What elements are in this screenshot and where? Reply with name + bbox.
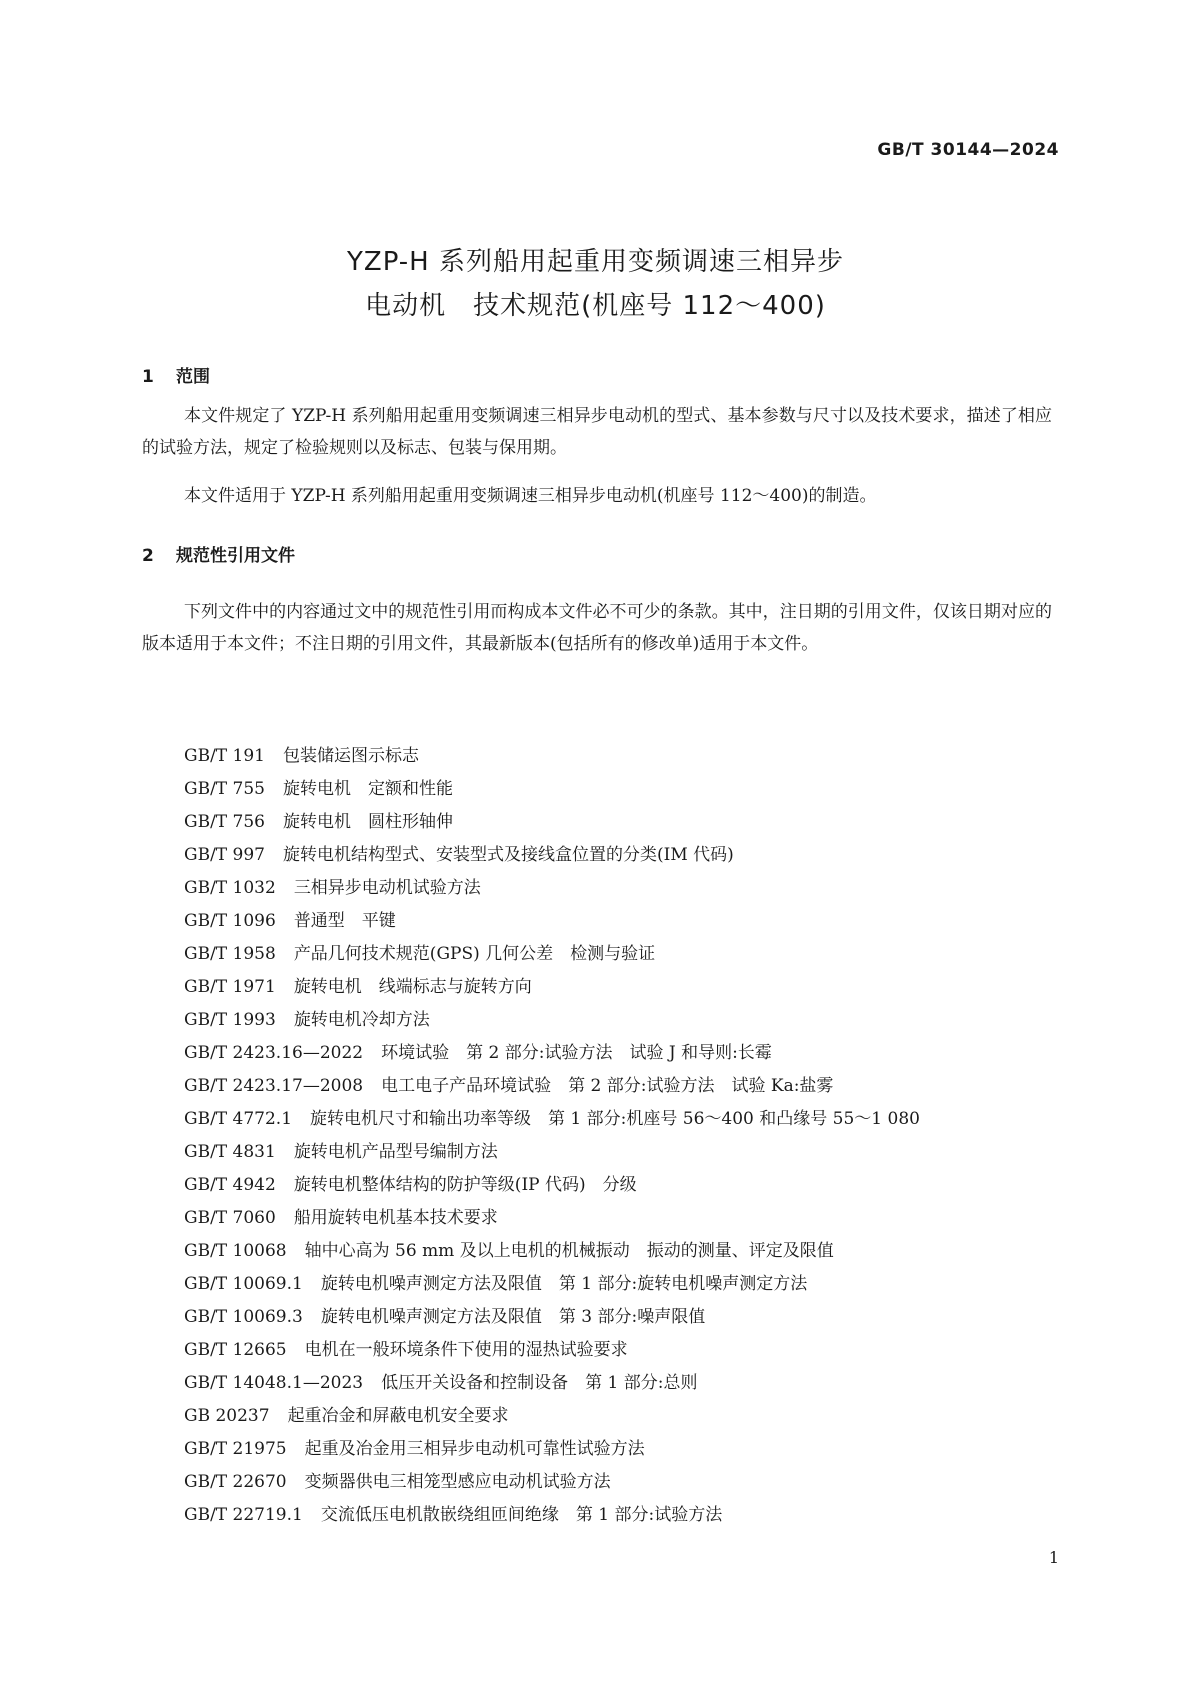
reference-code: GB/T 4772.1 <box>184 1109 293 1129</box>
reference-code: GB/T 997 <box>184 845 265 865</box>
reference-item <box>184 1037 920 1070</box>
reference-item <box>184 839 920 872</box>
reference-title: 电机在一般环境条件下使用的湿热试验要求 <box>304 1340 628 1360</box>
reference-title: 旋转电机结构型式、安装型式及接线盒位置的分类(IM 代码) <box>283 845 734 865</box>
reference-item <box>184 905 920 938</box>
reference-code: GB/T 755 <box>184 779 265 799</box>
reference-code: GB/T 22670 <box>184 1472 287 1492</box>
section-1-paragraph-1: 本文件规定了 YZP-H 系列船用起重用变频调速三相异步电动机的型式、基本参数与尺寸以及技术要求，描述了相应的试验方法，规定了检验规则以及标志、包装与保用期。 <box>142 406 1052 458</box>
reference-item <box>184 1136 920 1169</box>
reference-code: GB/T 756 <box>184 812 265 832</box>
reference-item <box>184 1070 920 1103</box>
section-1-paragraph-2: 本文件适用于 YZP-H 系列船用起重用变频调速三相异步电动机(机座号 112～400)的制造。 <box>184 486 877 506</box>
reference-code: GB/T 10068 <box>184 1241 287 1261</box>
reference-item <box>184 1400 920 1433</box>
reference-code: GB/T 1032 <box>184 878 276 898</box>
reference-code: GB/T 1958 <box>184 944 276 964</box>
reference-title: 包装储运图示标志 <box>283 746 419 766</box>
reference-code: GB/T 4831 <box>184 1142 276 1162</box>
reference-item <box>184 1268 920 1301</box>
reference-title: 电工电子产品环境试验 第 2 部分:试验方法 试验 Ka:盐雾 <box>381 1076 834 1096</box>
section-2-title: 规范性引用文件 <box>176 546 295 566</box>
reference-item <box>184 773 920 806</box>
reference-item <box>184 1004 920 1037</box>
reference-item <box>184 1103 920 1136</box>
reference-title: 三相异步电动机试验方法 <box>293 878 481 898</box>
reference-title: 变频器供电三相笼型感应电动机试验方法 <box>304 1472 611 1492</box>
reference-code: GB/T 10069.1 <box>184 1274 303 1294</box>
reference-item <box>184 740 920 773</box>
reference-title: 起重冶金和屏蔽电机安全要求 <box>287 1406 509 1426</box>
reference-item <box>184 1499 920 1532</box>
reference-code: GB/T 1993 <box>184 1010 276 1030</box>
reference-item <box>184 1466 920 1499</box>
reference-code: GB/T 191 <box>184 746 265 766</box>
normative-references-list <box>184 740 920 1532</box>
reference-code: GB/T 10069.3 <box>184 1307 303 1327</box>
section-1-heading <box>142 362 210 387</box>
reference-title: 旋转电机 线端标志与旋转方向 <box>293 977 532 997</box>
reference-title: 普通型 平键 <box>293 911 396 931</box>
reference-title: 起重及冶金用三相异步电动机可靠性试验方法 <box>304 1439 645 1459</box>
reference-title: 旋转电机尺寸和输出功率等级 第 1 部分:机座号 56～400 和凸缘号 55～1 080 <box>310 1109 920 1129</box>
section-2-heading <box>142 541 295 566</box>
reference-item <box>184 1301 920 1334</box>
reference-code: GB 20237 <box>184 1406 270 1426</box>
reference-item <box>184 1334 920 1367</box>
reference-title: 旋转电机整体结构的防护等级(IP 代码) 分级 <box>293 1175 637 1195</box>
reference-title: 旋转电机冷却方法 <box>293 1010 430 1030</box>
reference-code: GB/T 21975 <box>184 1439 287 1459</box>
reference-code: GB/T 22719.1 <box>184 1505 303 1525</box>
section-1-number: 1 <box>142 367 154 387</box>
reference-title: 旋转电机产品型号编制方法 <box>293 1142 498 1162</box>
page-number: 1 <box>1048 1548 1059 1567</box>
document-title <box>0 240 1191 328</box>
reference-item <box>184 1367 920 1400</box>
section-1-title: 范围 <box>176 367 210 387</box>
document-code: GB/T 30144—2024 <box>877 140 1059 160</box>
reference-code: GB/T 1971 <box>184 977 276 997</box>
reference-item <box>184 806 920 839</box>
reference-title: 旋转电机噪声测定方法及限值 第 3 部分:噪声限值 <box>320 1307 706 1327</box>
reference-code: GB/T 12665 <box>184 1340 287 1360</box>
section-2-number: 2 <box>142 546 154 566</box>
reference-code: GB/T 7060 <box>184 1208 276 1228</box>
reference-title: 旋转电机 定额和性能 <box>283 779 453 799</box>
reference-item <box>184 938 920 971</box>
title-line-1: YZP-H 系列船用起重用变频调速三相异步 <box>347 247 844 277</box>
reference-title: 低压开关设备和控制设备 第 1 部分:总则 <box>381 1373 698 1393</box>
reference-code: GB/T 2423.16—2022 <box>184 1043 364 1063</box>
reference-item <box>184 1235 920 1268</box>
reference-item <box>184 1169 920 1202</box>
reference-item <box>184 1433 920 1466</box>
reference-title: 交流低压电机散嵌绕组匝间绝缘 第 1 部分:试验方法 <box>320 1505 723 1525</box>
reference-code: GB/T 14048.1—2023 <box>184 1373 364 1393</box>
section-2-intro: 下列文件中的内容通过文中的规范性引用而构成本文件必不可少的条款。其中，注日期的引用文件，仅该日期对应的版本适用于本文件；不注日期的引用文件，其最新版本(包括所有的修改单)适用于本文件。 <box>142 602 1052 654</box>
reference-item <box>184 971 920 1004</box>
reference-item <box>184 872 920 905</box>
reference-title: 轴中心高为 56 mm 及以上电机的机械振动 振动的测量、评定及限值 <box>304 1241 834 1261</box>
reference-title: 环境试验 第 2 部分:试验方法 试验 J 和导则:长霉 <box>381 1043 772 1063</box>
reference-title: 旋转电机 圆柱形轴伸 <box>283 812 453 832</box>
title-line-2: 电动机 技术规范(机座号 112～400) <box>365 291 826 321</box>
reference-code: GB/T 2423.17—2008 <box>184 1076 364 1096</box>
reference-code: GB/T 1096 <box>184 911 276 931</box>
reference-item <box>184 1202 920 1235</box>
reference-title: 产品几何技术规范(GPS) 几何公差 检测与验证 <box>293 944 656 964</box>
reference-title: 船用旋转电机基本技术要求 <box>293 1208 498 1228</box>
reference-title: 旋转电机噪声测定方法及限值 第 1 部分:旋转电机噪声测定方法 <box>320 1274 808 1294</box>
reference-code: GB/T 4942 <box>184 1175 276 1195</box>
